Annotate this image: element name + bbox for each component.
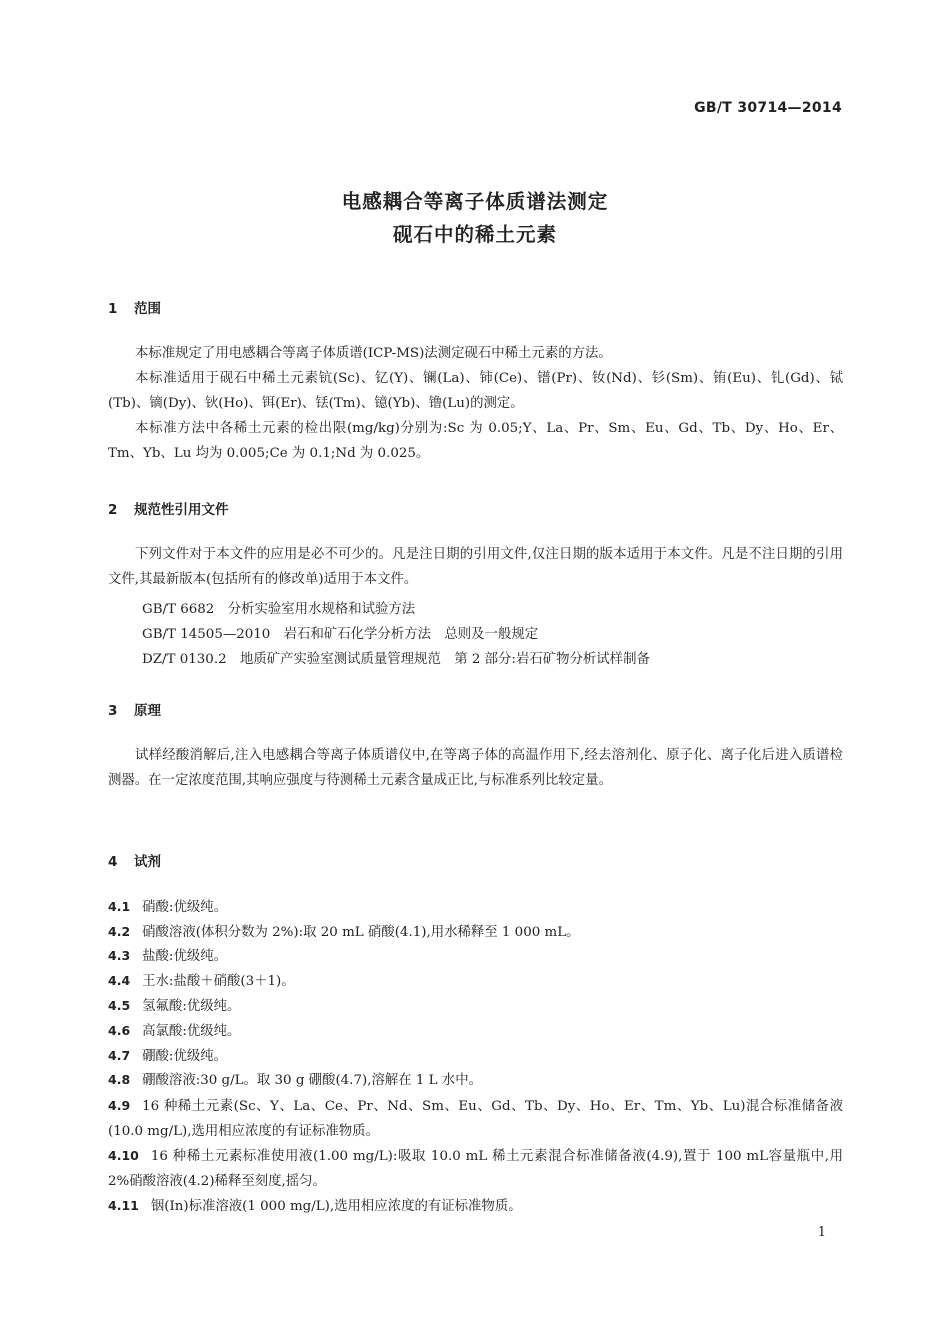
section-number: 4: [108, 854, 118, 870]
reagent-item: [108, 994, 843, 1020]
reagent-number: 4.7: [108, 1048, 131, 1063]
reagent-item: [108, 1144, 843, 1194]
reagent-item: [108, 1019, 843, 1045]
document-title-line1: 电感耦合等离子体质谱法测定: [341, 190, 609, 213]
reagent-text: 氢氟酸:优级纯。: [142, 999, 241, 1014]
reagent-text: 硝酸溶液(体积分数为 2%):取 20 mL 硝酸(4.1),用水稀释至 1 000 mL。: [142, 925, 580, 940]
reagent-text: 硼酸:优级纯。: [142, 1049, 228, 1064]
reagent-number: 4.2: [108, 924, 131, 939]
reagent-item: [108, 944, 843, 970]
reagent-number: 4.11: [108, 1198, 139, 1213]
section-heading-reagents: [108, 850, 161, 870]
standard-code: GB/T 30714—2014: [694, 100, 842, 116]
principle-paragraph: 试样经酸消解后,注入电感耦合等离子体质谱仪中,在等离子体的高温作用下,经去溶剂化、原子化、离子化后进入质谱检测器。在一定浓度范围,其响应强度与待测稀土元素含量成正比,与标准系列比较定量。: [108, 748, 843, 788]
reagent-item: [108, 1044, 843, 1070]
section-heading-references: [108, 498, 229, 518]
section-title: 规范性引用文件: [134, 502, 229, 518]
reagent-number: 4.8: [108, 1072, 131, 1087]
reagent-number: 4.1: [108, 899, 131, 914]
reagent-number: 4.5: [108, 998, 131, 1013]
section-heading-principle: [108, 699, 161, 719]
reagent-item: [108, 1068, 843, 1094]
section-title: 范围: [134, 301, 161, 317]
reagent-text: 盐酸:优级纯。: [142, 949, 228, 964]
reagent-item: [108, 1194, 843, 1220]
reagent-item: [108, 920, 843, 946]
reagent-text: 硼酸溶液:30 g/L。取 30 g 硼酸(4.7),溶解在 1 L 水中。: [142, 1073, 482, 1088]
reference-item: DZ/T 0130.2 地质矿产实验室测试质量管理规范 第 2 部分:岩石矿物分析试样制备: [142, 652, 650, 667]
reagent-number: 4.9: [108, 1098, 131, 1113]
reagent-item: [108, 1094, 843, 1144]
section-heading-scope: [108, 297, 161, 317]
section-title: 原理: [134, 703, 161, 719]
scope-paragraph-1: 本标准规定了用电感耦合等离子体质谱(ICP-MS)法测定砚石中稀土元素的方法。: [135, 346, 612, 361]
reagent-number: 4.3: [108, 948, 131, 963]
reagent-text: 硝酸:优级纯。: [142, 900, 228, 915]
section-title: 试剂: [134, 854, 161, 870]
section-number: 1: [108, 301, 118, 317]
reagent-item: [108, 969, 843, 995]
reagent-text: 16 种稀土元素(Sc、Y、La、Ce、Pr、Nd、Sm、Eu、Gd、Tb、Dy、Ho、Er、Tm、Yb、Lu)混合标准储备液(10.0 mg/L),选用相应浓度的有证标准物质。: [108, 1099, 843, 1139]
section-number: 3: [108, 703, 118, 719]
reagent-number: 4.6: [108, 1023, 131, 1038]
document-title-line2: 砚石中的稀土元素: [392, 223, 557, 246]
reagent-text: 高氯酸:优级纯。: [142, 1024, 241, 1039]
reagent-item: [108, 895, 843, 921]
reagent-number: 4.10: [108, 1148, 139, 1163]
reagent-text: 16 种稀土元素标准使用液(1.00 mg/L):吸取 10.0 mL 稀土元素混合标准储备液(4.9),置于 100 mL容量瓶中,用 2%硝酸溶液(4.2)稀释至刻度,摇匀。: [108, 1149, 843, 1189]
reagent-text: 王水:盐酸＋硝酸(3＋1)。: [142, 974, 295, 989]
scope-paragraph-2: 本标准适用于砚石中稀土元素钪(Sc)、钇(Y)、镧(La)、铈(Ce)、镨(Pr)、钕(Nd)、钐(Sm)、铕(Eu)、钆(Gd)、铽(Tb)、镝(Dy)、钬(Ho)、铒(Er)、铥(Tm)、镱(Yb)、镥(Lu)的测定。: [108, 371, 843, 411]
reagent-text: 铟(In)标准溶液(1 000 mg/L),选用相应浓度的有证标准物质。: [150, 1199, 522, 1214]
reference-item: GB/T 6682 分析实验室用水规格和试验方法: [142, 602, 416, 617]
scope-paragraph-3: 本标准方法中各稀土元素的检出限(mg/kg)分别为:Sc 为 0.05;Y、La、Pr、Sm、Eu、Gd、Tb、Dy、Ho、Er、Tm、Yb、Lu 均为 0.005;Ce 为 0.1;Nd 为 0.025。: [108, 421, 843, 461]
reagent-number: 4.4: [108, 973, 131, 988]
references-intro: 下列文件对于本文件的应用是必不可少的。凡是注日期的引用文件,仅注日期的版本适用于本文件。凡是不注日期的引用文件,其最新版本(包括所有的修改单)适用于本文件。: [108, 547, 843, 587]
reference-item: GB/T 14505—2010 岩石和矿石化学分析方法 总则及一般规定: [142, 627, 539, 642]
page-number: 1: [817, 1225, 826, 1240]
section-number: 2: [108, 502, 118, 518]
